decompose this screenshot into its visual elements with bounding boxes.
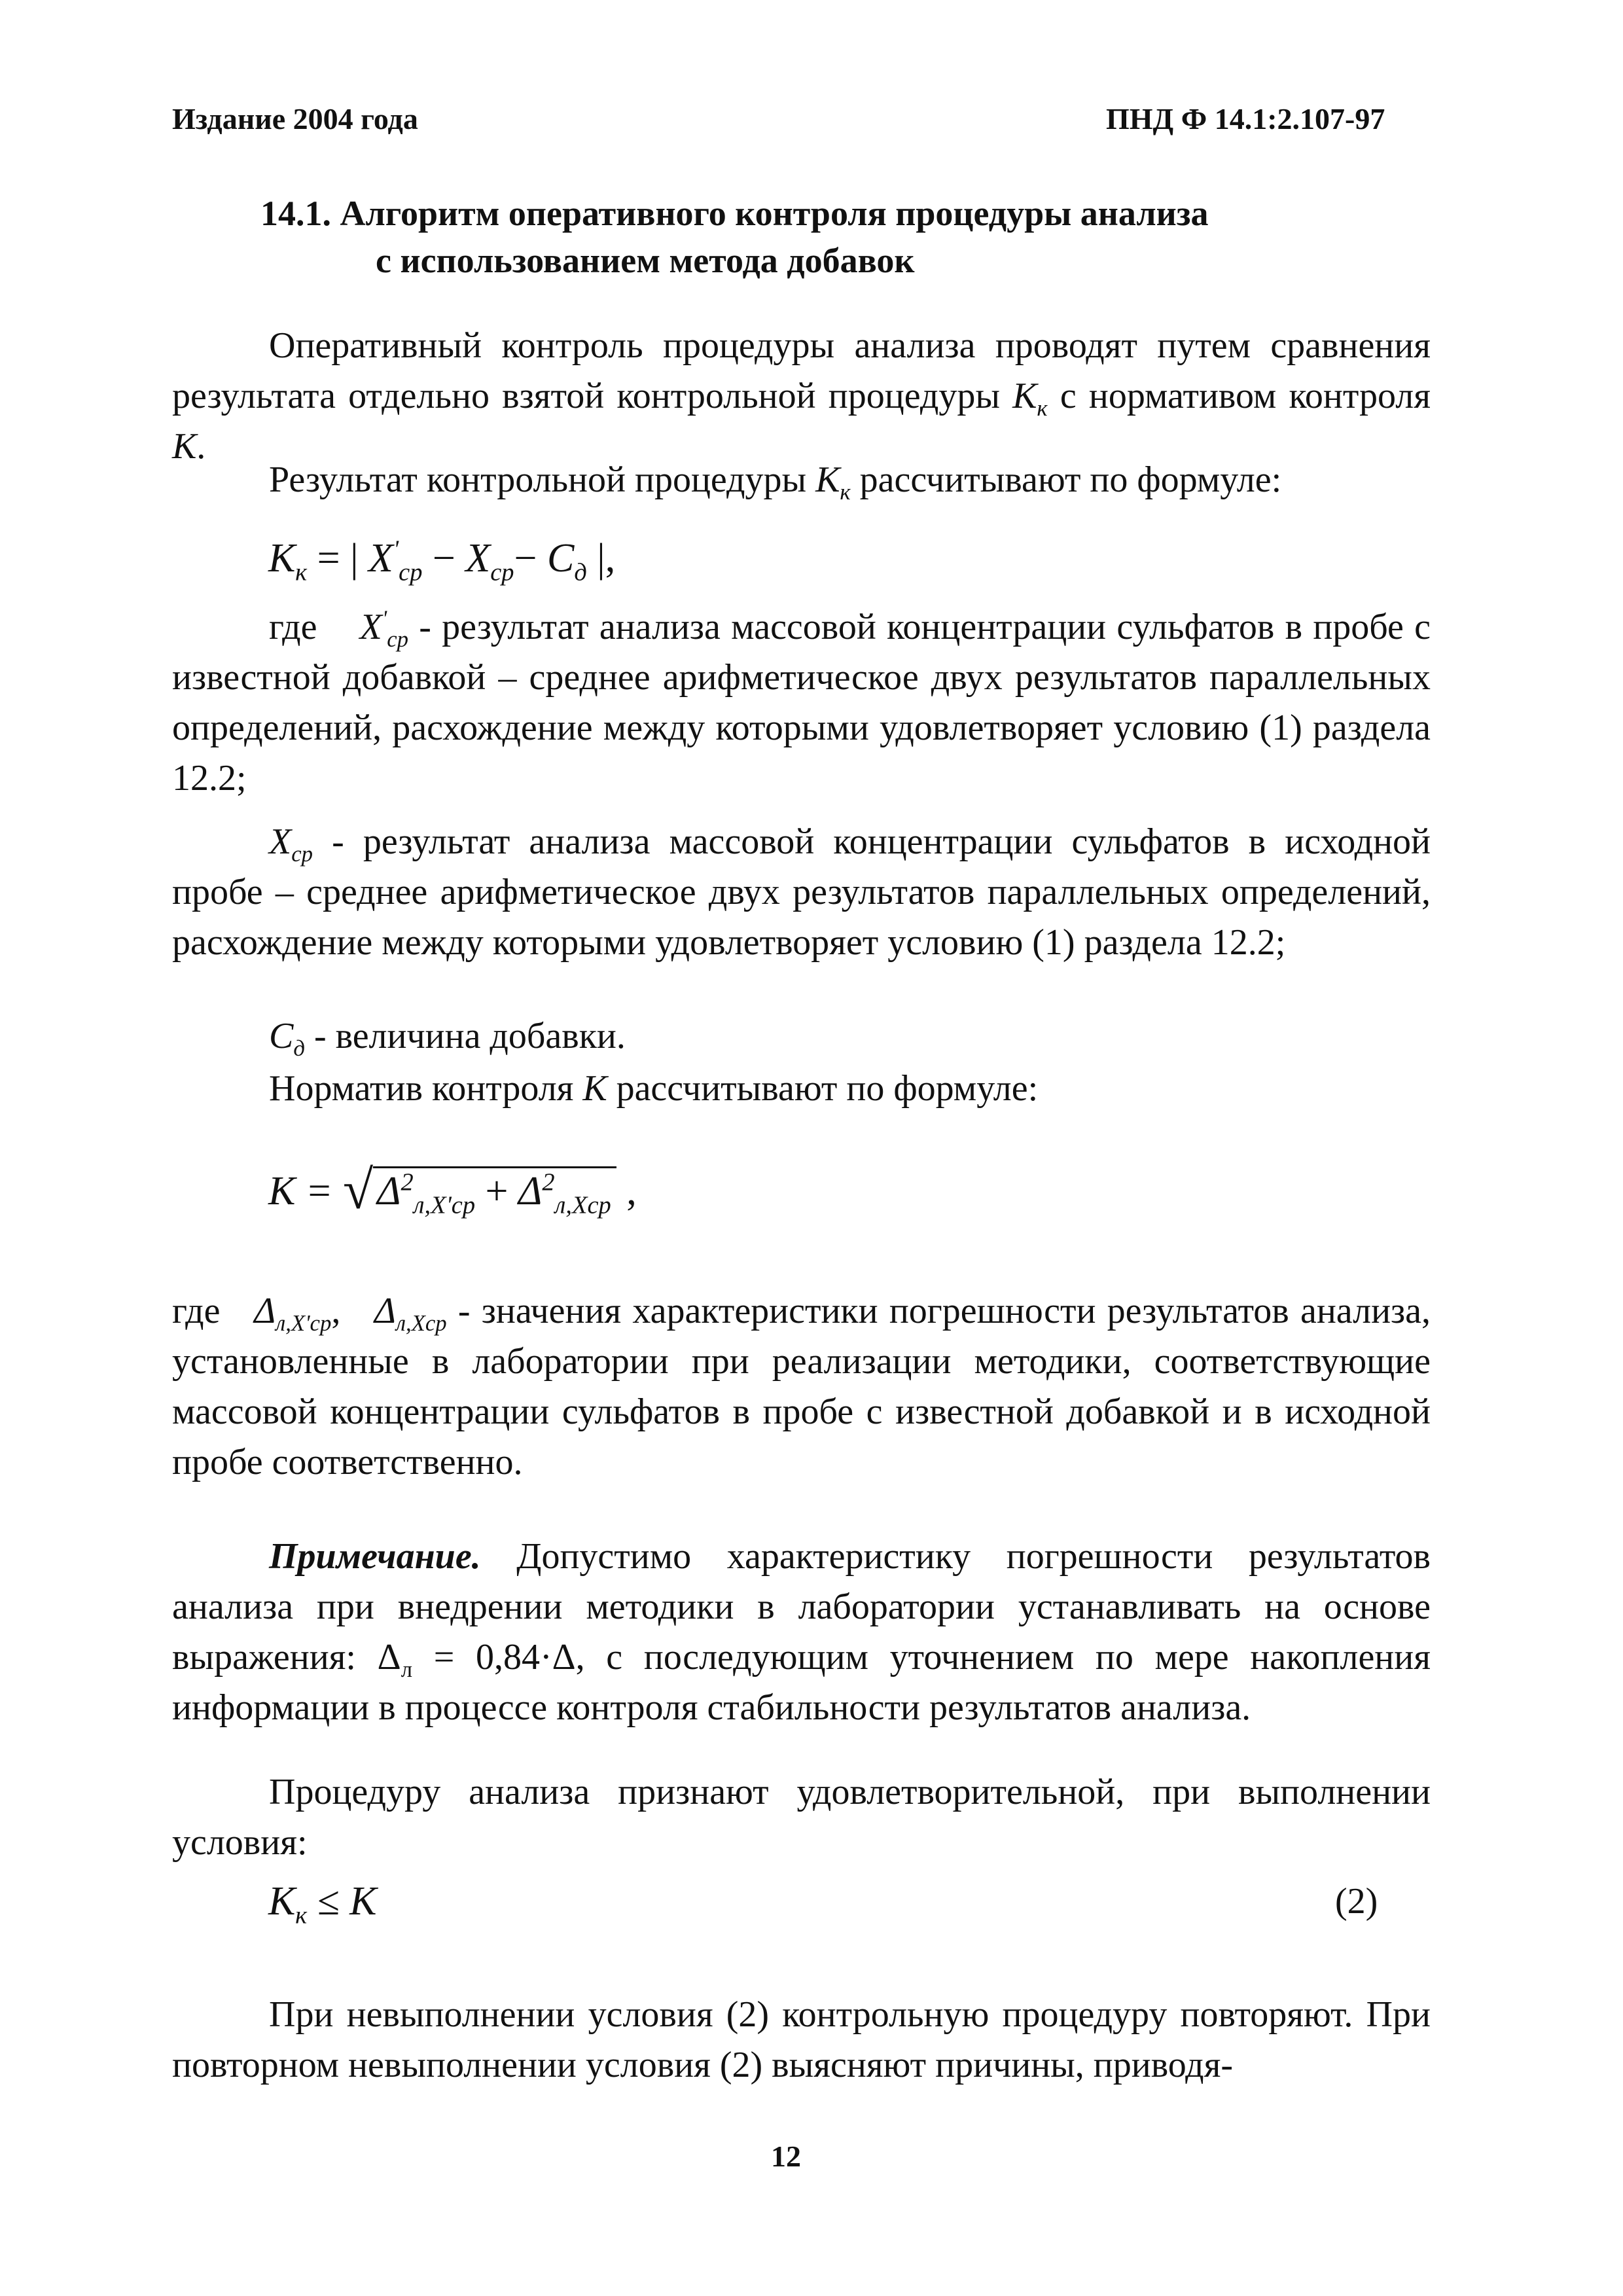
definition-deltas: где $\Delta_{л,X'ср}$, $\Delta_{л,Xср}$ - значения характеристики погрешности результатов анализа, установленные в лаборатории при реализации методики, соответствующие массовой концентрации сульфатов в пробе с известной добавкой и в исходной пробе соответственно. bbox=[172, 1291, 1431, 1482]
symbol-delta-1: $\Delta_{л,X'ср}$ bbox=[254, 1291, 332, 1336]
paragraph-intro bbox=[172, 321, 1431, 472]
section-title bbox=[260, 190, 1373, 284]
equation-number: (2) bbox=[1335, 1881, 1378, 1922]
where-label: где bbox=[269, 607, 317, 647]
paragraph-result-formula-intro bbox=[172, 455, 1431, 505]
section-title-line1: 14.1. Алгоритм оперативного контроля процедуры анализа bbox=[260, 194, 1209, 233]
formula-kk: $К_к$ = | $X'_{ср} - X_{ср}- C_д$ |, bbox=[268, 535, 616, 586]
text-run: Норматив контроля bbox=[269, 1068, 583, 1109]
text-run: рассчитывают по формуле: bbox=[607, 1068, 1039, 1109]
formula-condition: $К_к \le К$ bbox=[268, 1879, 377, 1929]
text-run: Процедуру анализа признают удовлетворительной, при выполнении условия: bbox=[172, 1772, 1431, 1863]
square-root: $√\Delta^2_{л,X'ср} + \Delta^2_{л,Xср}$ bbox=[343, 1158, 616, 1222]
text-run: рассчитывают по формуле: bbox=[850, 459, 1282, 500]
definition-c bbox=[172, 1011, 1431, 1062]
text-run: Допустимо характеристику погрешности результатов анализа при внедрении методики в лаборатории устанавливать на основе выражения: Δ bbox=[172, 1536, 1431, 1677]
note-paragraph: Примечание. Допустимо характеристику погрешности результатов анализа при внедрении методики в лаборатории устанавливать на основе выражения: $\Delta_л = 0,84\cdot\Delta$, с последующим уточнением по мере накопления информации в процессе контроля стабильности результатов анализа. bbox=[172, 1536, 1431, 1728]
symbol-k: К bbox=[172, 426, 197, 467]
text-run: - результат анализа массовой концентрации сульфатов в исходной пробе – среднее арифметическое двух результатов параллельных определений, расхождение между которыми удовлетворяет условию (1) раздела 12.2; bbox=[172, 821, 1431, 963]
where-label: где bbox=[172, 1291, 221, 1331]
symbol-kk: $К_к$ bbox=[1012, 376, 1048, 422]
text-run: Результат контрольной процедуры bbox=[269, 459, 816, 500]
definition-x bbox=[172, 817, 1431, 968]
text-run: . bbox=[196, 426, 206, 467]
symbol-delta-2: $\Delta_{л,Xср}$ bbox=[374, 1291, 447, 1336]
paragraph-norm-intro bbox=[172, 1064, 1431, 1114]
text-run: = 0,84·Δ, с последующим уточнением по мере накопления информации в процессе контроля стабильности результатов анализа. bbox=[172, 1637, 1431, 1728]
definition-x-prime bbox=[172, 602, 1431, 804]
paragraph-repeat bbox=[172, 1990, 1431, 2090]
formula-k: $К = √\Delta^2_{л,X'ср} + \Delta^2_{л,Xср}$ , bbox=[268, 1160, 637, 1221]
edition-label: Издание 2004 года bbox=[172, 102, 418, 135]
text-run: с нормативом контроля bbox=[1047, 376, 1431, 416]
symbol-k: К bbox=[582, 1068, 607, 1109]
section-title-line2: с использованием метода добавок bbox=[376, 241, 915, 280]
symbol-c: $C_д$ bbox=[269, 1016, 305, 1062]
text-run: - величина добавки. bbox=[313, 1016, 626, 1056]
symbol-x: $X_{ср}$ bbox=[269, 821, 313, 867]
note-label: Примечание. bbox=[269, 1536, 481, 1577]
paragraph-condition bbox=[172, 1767, 1431, 1868]
text-run: - результат анализа массовой концентрации сульфатов в пробе с известной добавкой – среднее арифметическое двух результатов параллельных определений, расхождение между которыми удовлетворяет условию (1) раздела 12.2; bbox=[172, 607, 1431, 798]
text-run: Оперативный контроль процедуры анализа проводят путем сравнения результата отдельно взятой контрольной процедуры bbox=[172, 325, 1431, 416]
symbol-x-prime: $X'_{ср}$ bbox=[359, 605, 408, 653]
text-run: - значения характеристики погрешности результатов анализа, установленные в лаборатории при реализации методики, соответствующие массовой концентрации сульфатов в пробе с известной добавкой и в исходной пробе соответственно. bbox=[172, 1291, 1431, 1482]
page-number: 12 bbox=[771, 2140, 801, 2173]
symbol-kk: $К_к$ bbox=[815, 459, 851, 505]
document-code: ПНД Ф 14.1:2.107-97 bbox=[1106, 102, 1385, 135]
text-run: При невыполнении условия (2) контрольную процедуру повторяют. При повторном невыполнении условия (2) выясняют причины, приводя- bbox=[172, 1994, 1431, 2085]
